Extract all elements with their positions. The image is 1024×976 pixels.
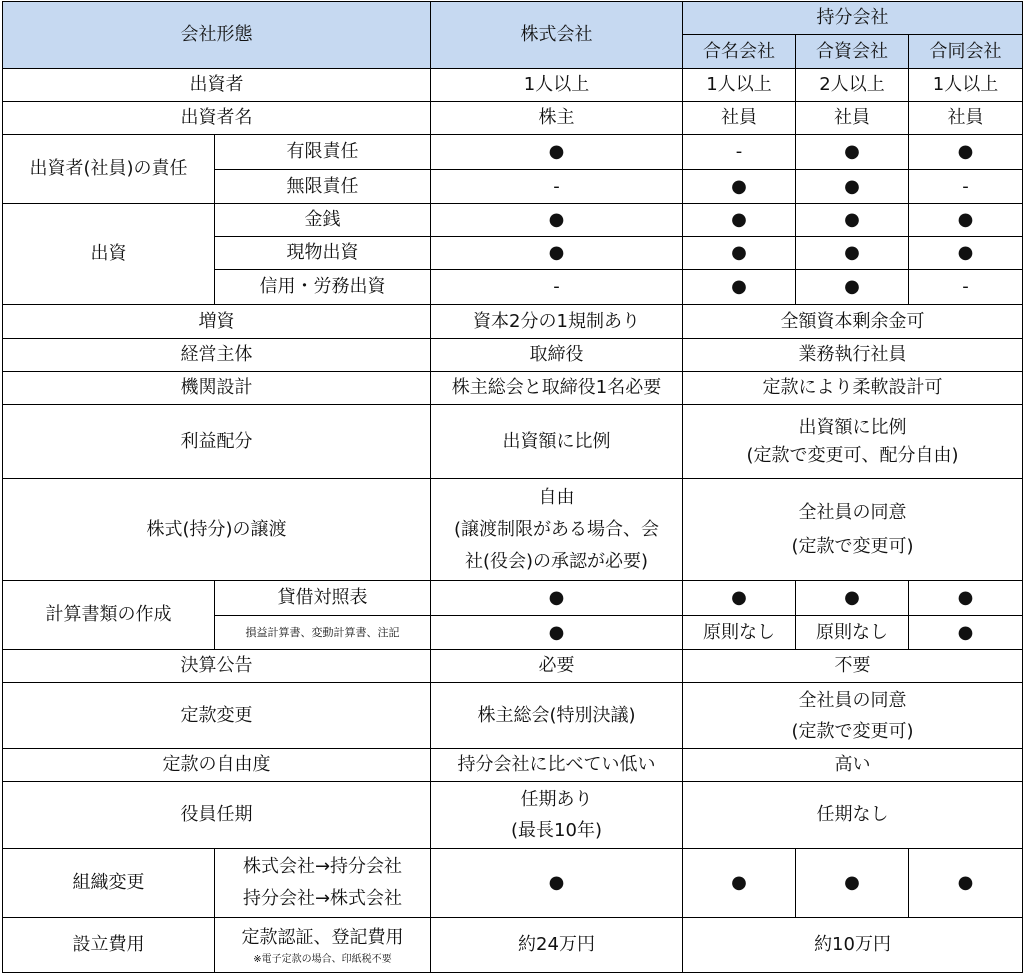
cell-kabushiki: 株主 [431,102,683,135]
row-label: 役員任期 [3,782,431,849]
sub-label: 貸借対照表 [215,581,431,616]
cell-goshi: ● [796,849,909,918]
header-goshi: 合資会社 [796,35,909,69]
table-row [3,650,1023,683]
row-label: 計算書類の作成 [3,581,215,650]
sub-label: 有限責任 [215,135,431,170]
cell-goshi: ● [796,170,909,204]
sub-label [215,918,431,973]
table-row [3,918,1023,973]
cell-kabushiki: ● [431,204,683,237]
row-label: 定款変更 [3,683,431,749]
sub-label: 金銭 [215,204,431,237]
cell-line: 自由 [538,486,575,508]
row-label: 利益配分 [3,405,431,479]
row-label: 増資 [3,305,431,339]
sub-label: 信用・労務出資 [215,270,431,305]
cell-line: (譲渡制限がある場合、会 [453,518,660,540]
cell-line: 社(役会)の承認が必要) [464,550,649,572]
cell-kabushiki: ● [431,237,683,270]
cell-gomei: ● [683,581,796,616]
cell-kabushiki: ● [431,849,683,918]
cell-goshi: 原則なし [796,616,909,650]
header-mochibun: 持分会社 [683,2,1023,35]
row-label: 経営主体 [3,339,431,372]
row-label: 出資者 [3,69,431,102]
cell-kabushiki: 出資額に比例 [431,405,683,479]
cell-kabushiki: - [431,270,683,305]
cell-godo: - [909,270,1023,305]
cell-kabushiki [431,479,683,581]
cell-goshi: ● [796,270,909,305]
row-label: 組織変更 [3,849,215,918]
cell-godo: ● [909,581,1023,616]
table-row [3,372,1023,405]
row-label: 機関設計 [3,372,431,405]
cell-goshi: ● [796,204,909,237]
cell-line: 株式会社→持分会社 [242,856,403,877]
table-row [3,305,1023,339]
cell-mochibun: 不要 [683,650,1023,683]
sub-label: 損益計算書、変動計算書、注記 [215,616,431,650]
cell-kabushiki: 取締役 [431,339,683,372]
cell-kabushiki: ● [431,135,683,170]
cell-godo: - [909,170,1023,204]
cell-gomei: - [683,135,796,170]
row-label: 決算公告 [3,650,431,683]
cell-gomei: 1人以上 [683,69,796,102]
cell-line: 出資額に比例 [798,416,907,438]
cell-goshi: ● [796,581,909,616]
cell-gomei: ● [683,170,796,204]
header-gomei: 合名会社 [683,35,796,69]
cell-kabushiki: ● [431,616,683,650]
cell-kabushiki: 必要 [431,650,683,683]
table-row [3,204,1023,237]
cell-line: (最長10年) [511,820,602,841]
sub-label: 無限責任 [215,170,431,204]
cell-mochibun: 業務執行社員 [683,339,1023,372]
table-row [3,405,1023,479]
cell-kabushiki: 1人以上 [431,69,683,102]
cell-note: ※電子定款の場合、印紙税不要 [253,954,392,965]
table-row [3,782,1023,849]
cell-mochibun: 高い [683,749,1023,782]
table-row [3,849,1023,918]
cell-mochibun: 全額資本剰余金可 [683,305,1023,339]
cell-kabushiki: 約24万円 [431,918,683,973]
cell-godo: 社員 [909,102,1023,135]
cell-godo: ● [909,849,1023,918]
sub-label: 現物出資 [215,237,431,270]
table-row [3,135,1023,170]
cell-mochibun [683,683,1023,749]
cell-gomei: 原則なし [683,616,796,650]
cell-godo: ● [909,237,1023,270]
cell-gomei: ● [683,204,796,237]
cell-gomei: ● [683,237,796,270]
cell-kabushiki: 株主総会と取締役1名必要 [431,372,683,405]
table-row [3,69,1023,102]
table-row [3,479,1023,581]
cell-goshi: 2人以上 [796,69,909,102]
cell-godo: ● [909,204,1023,237]
cell-line: (定款で変更可) [791,720,914,742]
cell-kabushiki: 持分会社に比べてい低い [431,749,683,782]
cell-line: 持分会社→株式会社 [242,888,403,909]
cell-mochibun [683,479,1023,581]
cell-gomei: 社員 [683,102,796,135]
cell-line: (定款で変更可、配分自由) [746,444,959,466]
table-row [3,683,1023,749]
cell-godo: 1人以上 [909,69,1023,102]
cell-godo: ● [909,135,1023,170]
table-row [3,581,1023,616]
row-label: 定款の自由度 [3,749,431,782]
cell-goshi: ● [796,237,909,270]
cell-goshi: 社員 [796,102,909,135]
cell-gomei: ● [683,270,796,305]
cell-gomei: ● [683,849,796,918]
table-row [3,749,1023,782]
company-type-comparison-table [2,1,1023,973]
cell-line: 定款認証、登記費用 [241,927,404,948]
table-row [3,339,1023,372]
cell-mochibun: 任期なし [683,782,1023,849]
cell-kabushiki: ● [431,581,683,616]
row-label: 設立費用 [3,918,215,973]
cell-line: (定款で変更可) [791,535,914,557]
header-kabushiki: 株式会社 [431,2,683,69]
cell-kabushiki: 株主総会(特別決議) [431,683,683,749]
cell-line: 全社員の同意 [798,501,907,523]
row-label: 株式(持分)の譲渡 [3,479,431,581]
cell-kabushiki: 資本2分の1規制あり [431,305,683,339]
sub-label [215,849,431,918]
cell-goshi: ● [796,135,909,170]
table-row [3,102,1023,135]
row-label: 出資者(社員)の責任 [3,135,215,204]
header-company-type: 会社形態 [3,2,431,69]
row-label: 出資 [3,204,215,305]
cell-godo: ● [909,616,1023,650]
cell-mochibun: 定款により柔軟設計可 [683,372,1023,405]
row-label: 出資者名 [3,102,431,135]
header-godo: 合同会社 [909,35,1023,69]
cell-line: 全社員の同意 [798,689,907,711]
cell-kabushiki [431,782,683,849]
cell-kabushiki: - [431,170,683,204]
cell-mochibun [683,405,1023,479]
cell-line: 任期あり [520,789,593,810]
cell-mochibun: 約10万円 [683,918,1023,973]
